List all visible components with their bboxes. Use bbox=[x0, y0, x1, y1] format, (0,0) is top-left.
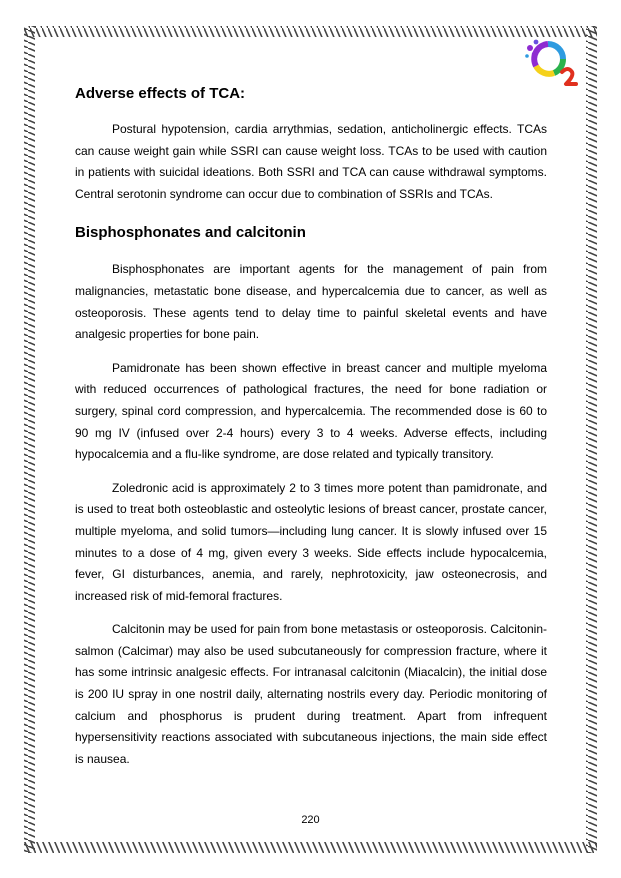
section-heading-tca: Adverse effects of TCA: bbox=[75, 85, 246, 102]
paragraph-calcitonin: Calcitonin may be used for pain from bone metastasis or osteoporosis. Calcitonin-salmon (Calcimar) may also be used subcutaneously for compression fracture, where it has some intrinsic analgesic effects. For intranasal calcitonin (Miacalcin), the initial dose is 200 IU spray in one nostril daily, alternating nostrils every day. Periodic monitoring of calcium and phosphorus is prudent during treatment. Apart from infrequent hypersensitivity reactions associated with subcutaneous injections, the main side effect is nausea. bbox=[75, 622, 547, 766]
section-heading-bisphosphonates: Bisphosphonates and calcitonin bbox=[75, 224, 306, 242]
paragraph-tca-effects: Postural hypotension, cardia arrythmias, sedation, anticholinergic effects. TCAs can cause weight gain while SSRI can cause weight loss. TCAs to be used with caution in patients with suicidal ideations. Both SSRI and TCA can cause withdrawal symptoms. Central serotonin syndrome can occur due to combination of SSRIs and TCAs. bbox=[75, 122, 547, 201]
page-content bbox=[75, 84, 547, 782]
paragraph-bisphosphonates: Bisphosphonates are important agents for the management of pain from malignancies, metastatic bone disease, and hypercalcemia due to cancer, as well as osteoporosis. These agents tend to delay time to painful skeletal events and have analgesic properties for bone pain. bbox=[75, 262, 547, 342]
page-number: 220 bbox=[301, 814, 320, 826]
paragraph-pamidronate: Pamidronate has been shown effective in breast cancer and multiple myeloma with reduced occurrences of pathological fractures, the need for bone radiation or surgery, spinal cord compression, and hypercalcemia. The recommended dose is 60 to 90 mg IV (infused over 2-4 hours) every 3 to 4 weeks. Adverse effects, including hypocalcemia and a flu-like syndrome, are dose related and typically transitory. bbox=[75, 360, 547, 462]
o2-logo-icon bbox=[524, 38, 580, 90]
paragraph-zoledronic-acid: Zoledronic acid is approximately 2 to 3 times more potent than pamidronate, and is used to treat both osteoblastic and osteolytic lesions of breast cancer, prostate cancer, multiple myeloma, and solid tumors—including lung cancer. It is slowly infused over 15 minutes to a dose of 4 mg, given every 3 weeks. Side effects include hypocalcemia, fever, GI disturbances, anemia, and rarely, nephrotoxicity, jaw osteonecrosis, and increased risk of mid-femoral fractures. bbox=[75, 480, 547, 603]
